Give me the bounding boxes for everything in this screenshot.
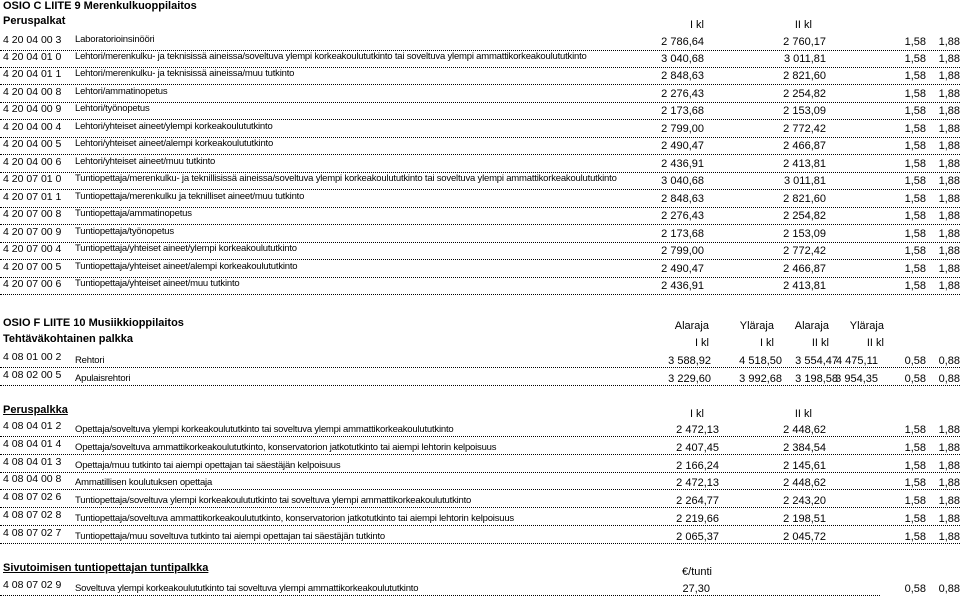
row-coef-a: 1,58: [904, 193, 926, 205]
row-value-ii-kl: 2 153,09: [783, 105, 826, 117]
row-coef-b: 1,88: [938, 105, 960, 117]
row-description: Tuntiopettaja/yhteiset aineet/alempi korkeakoulututkinto: [75, 261, 298, 272]
row-coef-b: 1,88: [938, 210, 960, 222]
table-row: [0, 472, 960, 490]
row-value-i-kl: 2 490,47: [661, 140, 704, 152]
row-value-ii-kl: 2 413,81: [783, 158, 826, 170]
col-header-range: Alaraja: [674, 320, 709, 332]
row-description: Lehtori/ammatinopetus: [75, 86, 168, 97]
table-row: [0, 260, 960, 278]
row-value-i-kl: 2 276,43: [661, 210, 704, 222]
table-row: [0, 350, 960, 368]
row-description: Lehtori/työnopetus: [75, 103, 150, 114]
table-row: [0, 277, 960, 295]
row-value-i-kl: 3 040,68: [661, 53, 704, 65]
row-coef-a: 0,58: [904, 355, 926, 367]
row-code: 4 20 04 00 8: [3, 86, 62, 98]
row-description: Tuntiopettaja/työnopetus: [75, 226, 174, 237]
section-title-musiikki: OSIO F LIITE 10 Musiikkioppilaitos: [3, 317, 184, 329]
row-code: 4 20 07 00 5: [3, 261, 62, 273]
table-row: [0, 225, 960, 243]
table-row: [0, 437, 960, 455]
row-description: Opettaja/muu tutkinto tai aiempi opettajan tai säestäjän kelpoisuus: [75, 460, 341, 471]
row-code: 4 20 04 00 5: [3, 138, 62, 150]
row-code: 4 20 04 01 1: [3, 68, 62, 80]
row-value-ii-kl: 2 413,81: [783, 280, 826, 292]
row-value-i-kl: 2 264,77: [676, 495, 719, 507]
table-row: [0, 526, 960, 544]
row-value: 3 229,60: [668, 373, 711, 385]
row-description: Lehtori/merenkulku- ja teknisissä aineissa/muu tutkinto: [75, 68, 295, 79]
row-value-ii-kl: 2 198,51: [783, 513, 826, 525]
col-header-class: I kl: [759, 337, 774, 349]
row-coef-b: 0,88: [938, 355, 960, 367]
row-coef-b: 1,88: [938, 460, 960, 472]
col-header-range: Alaraja: [794, 320, 829, 332]
row-description: Opettaja/soveltuva ylempi korkeakoulututkinto tai soveltuva ylempi ammattikorkeakoulututkinto: [75, 424, 454, 435]
row-value-i-kl: 2 848,63: [661, 70, 704, 82]
row-coef-b: 1,88: [938, 228, 960, 240]
row-value-ii-kl: 2 448,62: [783, 477, 826, 489]
table-row: [0, 33, 960, 51]
row-value-ii-kl: 2 466,87: [783, 140, 826, 152]
row-value-ii-kl: 2 772,42: [783, 245, 826, 257]
row-value-i-kl: 2 799,00: [661, 123, 704, 135]
row-coef-a: 1,58: [904, 53, 926, 65]
table-row: [0, 419, 960, 437]
row-coef-b: 0,88: [938, 583, 960, 595]
row-coef-a: 1,58: [904, 477, 926, 489]
row-value-i-kl: 3 040,68: [661, 175, 704, 187]
row-value-i-kl: 2 173,68: [661, 228, 704, 240]
row-code: 4 20 04 00 3: [3, 34, 62, 46]
row-description: Lehtori/yhteiset aineet/ylempi korkeakoulututkinto: [75, 121, 273, 132]
row-coef-a: 1,58: [904, 531, 926, 543]
row-description: Lehtori/merenkulku- ja teknisissä aineissa/soveltuva ylempi korkeakoulututkinto tai soveltuva ylempi ammattikorkeakoulututkinto: [75, 51, 587, 62]
row-code: 4 08 01 00 2: [3, 351, 62, 363]
row-description: Tuntiopettaja/yhteiset aineet/ylempi korkeakoulututkinto: [75, 243, 297, 254]
section-title-sivutoiminen: Sivutoimisen tuntiopettajan tuntipalkka: [3, 562, 209, 574]
col-header-class: II kl: [811, 337, 829, 349]
row-coef-b: 1,88: [938, 70, 960, 82]
row-code: 4 20 04 00 9: [3, 103, 62, 115]
row-code: 4 08 02 00 5: [3, 369, 62, 381]
row-value-i-kl: 2 407,45: [676, 442, 719, 454]
row-coef-a: 1,58: [904, 175, 926, 187]
row-description: Lehtori/yhteiset aineet/alempi korkeakoulututkinto: [75, 138, 274, 149]
row-value-i-kl: 2 799,00: [661, 245, 704, 257]
row-coef-b: 1,88: [938, 36, 960, 48]
row-code: 4 20 07 00 8: [3, 208, 62, 220]
row-coef-a: 1,58: [904, 495, 926, 507]
row-code: 4 08 07 02 7: [3, 527, 62, 539]
row-coef-a: 1,58: [904, 424, 926, 436]
row-value-ii-kl: 2 243,20: [783, 495, 826, 507]
row-description: Opettaja/soveltuva ammattikorkeakoulututkinto, konservatorion jatkotutkinto tai aiempi lehtorin kelpoisuus: [75, 442, 497, 453]
row-value: 3 554,47: [795, 355, 838, 367]
row-coef-b: 1,88: [938, 193, 960, 205]
row-code: 4 20 07 00 6: [3, 278, 62, 290]
row-value-ii-kl: 2 045,72: [783, 531, 826, 543]
row-coef-a: 1,58: [904, 88, 926, 100]
row-code: 4 20 07 01 0: [3, 173, 62, 185]
row-description: Tuntiopettaja/muu soveltuva tutkinto tai aiempi opettajan tai säestäjän tutkinto: [75, 531, 386, 542]
row-code: 4 08 04 01 3: [3, 456, 62, 468]
row-coef-a: 1,58: [904, 280, 926, 292]
row-coef-a: 1,58: [904, 210, 926, 222]
row-description: Ammatillisen koulutuksen opettaja: [75, 477, 213, 488]
row-coef-a: 1,58: [904, 105, 926, 117]
table-row: [0, 85, 960, 103]
table-row: [0, 242, 960, 260]
row-value-euro: 27,30: [682, 583, 710, 595]
col-header-ii-kl-3: II kl: [794, 408, 812, 420]
row-coef-b: 1,88: [938, 531, 960, 543]
row-coef-a: 1,58: [904, 70, 926, 82]
row-value-i-kl: 2 490,47: [661, 263, 704, 275]
row-coef-a: 1,58: [904, 442, 926, 454]
row-value-ii-kl: 2 254,82: [783, 88, 826, 100]
row-description: Tuntiopettaja/merenkulku- ja teknillisissä aineissa/soveltuva ylempi korkeakoulututkinto tai soveltuva ylempi ammattikorkeakoulututkinto: [75, 173, 617, 184]
col-header-range: Yläraja: [849, 320, 884, 332]
row-description: Tuntiopettaja/ammatinopetus: [75, 208, 192, 219]
row-code: 4 20 07 00 9: [3, 226, 62, 238]
row-coef-b: 1,88: [938, 245, 960, 257]
table-row: [0, 578, 960, 596]
row-coef-b: 1,88: [938, 442, 960, 454]
row-value-ii-kl: 2 772,42: [783, 123, 826, 135]
col-header-class: II kl: [866, 337, 884, 349]
row-coef-b: 1,88: [938, 123, 960, 135]
row-value-i-kl: 2 065,37: [676, 531, 719, 543]
row-code: 4 20 07 01 1: [3, 191, 62, 203]
row-coef-a: 1,58: [904, 460, 926, 472]
row-value-ii-kl: 2 466,87: [783, 263, 826, 275]
row-code: 4 20 04 00 6: [3, 156, 62, 168]
row-coef-b: 1,88: [938, 175, 960, 187]
row-coef-b: 1,88: [938, 53, 960, 65]
row-coef-b: 1,88: [938, 424, 960, 436]
row-value-ii-kl: 2 821,60: [783, 193, 826, 205]
table-row: [0, 490, 960, 508]
row-value-i-kl: 2 436,91: [661, 280, 704, 292]
row-coef-b: 1,88: [938, 140, 960, 152]
col-header-class: I kl: [694, 337, 709, 349]
row-coef-a: 1,58: [904, 245, 926, 257]
table-row: [0, 67, 960, 85]
row-coef-a: 0,58: [904, 583, 926, 595]
row-code: 4 20 04 01 0: [3, 51, 62, 63]
table-row: [0, 172, 960, 190]
row-description: Soveltuva ylempi korkeakoulututkinto tai soveltuva ylempi ammattikorkeakoulututkinto: [75, 583, 419, 594]
row-value-i-kl: 2 472,13: [676, 477, 719, 489]
row-description: Tuntiopettaja/yhteiset aineet/muu tutkinto: [75, 278, 240, 289]
row-coef-b: 1,88: [938, 88, 960, 100]
col-header-ii-kl: II kl: [794, 19, 812, 31]
table-row: [0, 455, 960, 473]
table-row: [0, 137, 960, 155]
table-row: [0, 102, 960, 120]
col-header-i-kl: I kl: [689, 19, 704, 31]
row-value: 3 992,68: [739, 373, 782, 385]
row-code: 4 08 04 01 4: [3, 438, 62, 450]
row-value-ii-kl: 3 011,81: [783, 53, 826, 65]
section-title-peruspalkka: Peruspalkka: [3, 404, 68, 416]
row-value-ii-kl: 3 011,81: [783, 175, 826, 187]
row-code: 4 20 07 00 4: [3, 243, 62, 255]
col-header-range: Yläraja: [739, 320, 774, 332]
row-value: 3 588,92: [668, 355, 711, 367]
row-value-ii-kl: 2 821,60: [783, 70, 826, 82]
row-code: 4 08 07 02 8: [3, 509, 62, 521]
row-value-ii-kl: 2 254,82: [783, 210, 826, 222]
section-subtitle-tehtavakohtainen: Tehtäväkohtainen palkka: [3, 333, 134, 345]
row-code: 4 08 07 02 6: [3, 491, 62, 503]
row-value: 3 198,58: [795, 373, 838, 385]
row-value: 4 518,50: [739, 355, 782, 367]
row-value-i-kl: 2 166,24: [676, 460, 719, 472]
row-value-i-kl: 2 219,66: [676, 513, 719, 525]
row-code: 4 20 04 00 4: [3, 121, 62, 133]
row-coef-b: 1,88: [938, 513, 960, 525]
row-description: Laboratorioinsinööri: [75, 34, 155, 45]
row-coef-b: 0,88: [938, 373, 960, 385]
table-row: [0, 207, 960, 225]
row-coef-b: 1,88: [938, 280, 960, 292]
row-value-i-kl: 2 848,63: [661, 193, 704, 205]
row-value-ii-kl: 2 448,62: [783, 424, 826, 436]
row-value-i-kl: 2 472,13: [676, 424, 719, 436]
row-value-ii-kl: 2 145,61: [783, 460, 826, 472]
table-row: [0, 155, 960, 173]
row-code: 4 08 04 01 2: [3, 420, 62, 432]
row-coef-a: 0,58: [904, 373, 926, 385]
row-code: 4 08 04 00 8: [3, 473, 62, 485]
row-value-i-kl: 2 786,64: [661, 36, 704, 48]
row-coef-a: 1,58: [904, 158, 926, 170]
row-value-ii-kl: 2 153,09: [783, 228, 826, 240]
row-value: 3 954,35: [835, 373, 878, 385]
row-description: Tuntiopettaja/soveltuva ammattikorkeakoulututkinto, konservatorion jatkotutkinto tai aiempi lehtorin kelpoisuus: [75, 513, 514, 524]
row-value-i-kl: 2 173,68: [661, 105, 704, 117]
row-coef-a: 1,58: [904, 36, 926, 48]
row-value-ii-kl: 2 384,54: [783, 442, 826, 454]
row-value: 4 475,11: [835, 355, 878, 367]
table-row: [0, 508, 960, 526]
section-subtitle-peruspalkat: Peruspalkat: [3, 15, 66, 27]
row-coef-a: 1,58: [904, 140, 926, 152]
row-description: Tuntiopettaja/merenkulku ja teknilliset aineet/muu tutkinto: [75, 191, 305, 202]
table-row: [0, 190, 960, 208]
row-coef-b: 1,88: [938, 263, 960, 275]
row-coef-b: 1,88: [938, 477, 960, 489]
row-coef-a: 1,58: [904, 228, 926, 240]
row-coef-a: 1,58: [904, 263, 926, 275]
row-value-i-kl: 2 276,43: [661, 88, 704, 100]
row-value-i-kl: 2 436,91: [661, 158, 704, 170]
row-description: Tuntiopettaja/soveltuva ylempi korkeakoulututkinto tai soveltuva ylempi ammattikorkeakoulututkinto: [75, 495, 472, 506]
row-coef-a: 1,58: [904, 123, 926, 135]
row-coef-a: 1,58: [904, 513, 926, 525]
table-row: [0, 50, 960, 68]
section-title-merenkulku: OSIO C LIITE 9 Merenkulkuoppilaitos: [3, 0, 197, 12]
row-code: 4 08 07 02 9: [3, 579, 62, 591]
table-row: [0, 368, 960, 386]
table-row: [0, 120, 960, 138]
row-description: Rehtori: [75, 355, 105, 366]
col-header-euro-per-hour: €/tunti: [682, 566, 712, 578]
row-coef-b: 1,88: [938, 158, 960, 170]
row-value-ii-kl: 2 760,17: [783, 36, 826, 48]
row-coef-b: 1,88: [938, 495, 960, 507]
row-description: Lehtori/yhteiset aineet/muu tutkinto: [75, 156, 216, 167]
col-header-i-kl-3: I kl: [689, 408, 704, 420]
row-description: Apulaisrehtori: [75, 373, 131, 384]
